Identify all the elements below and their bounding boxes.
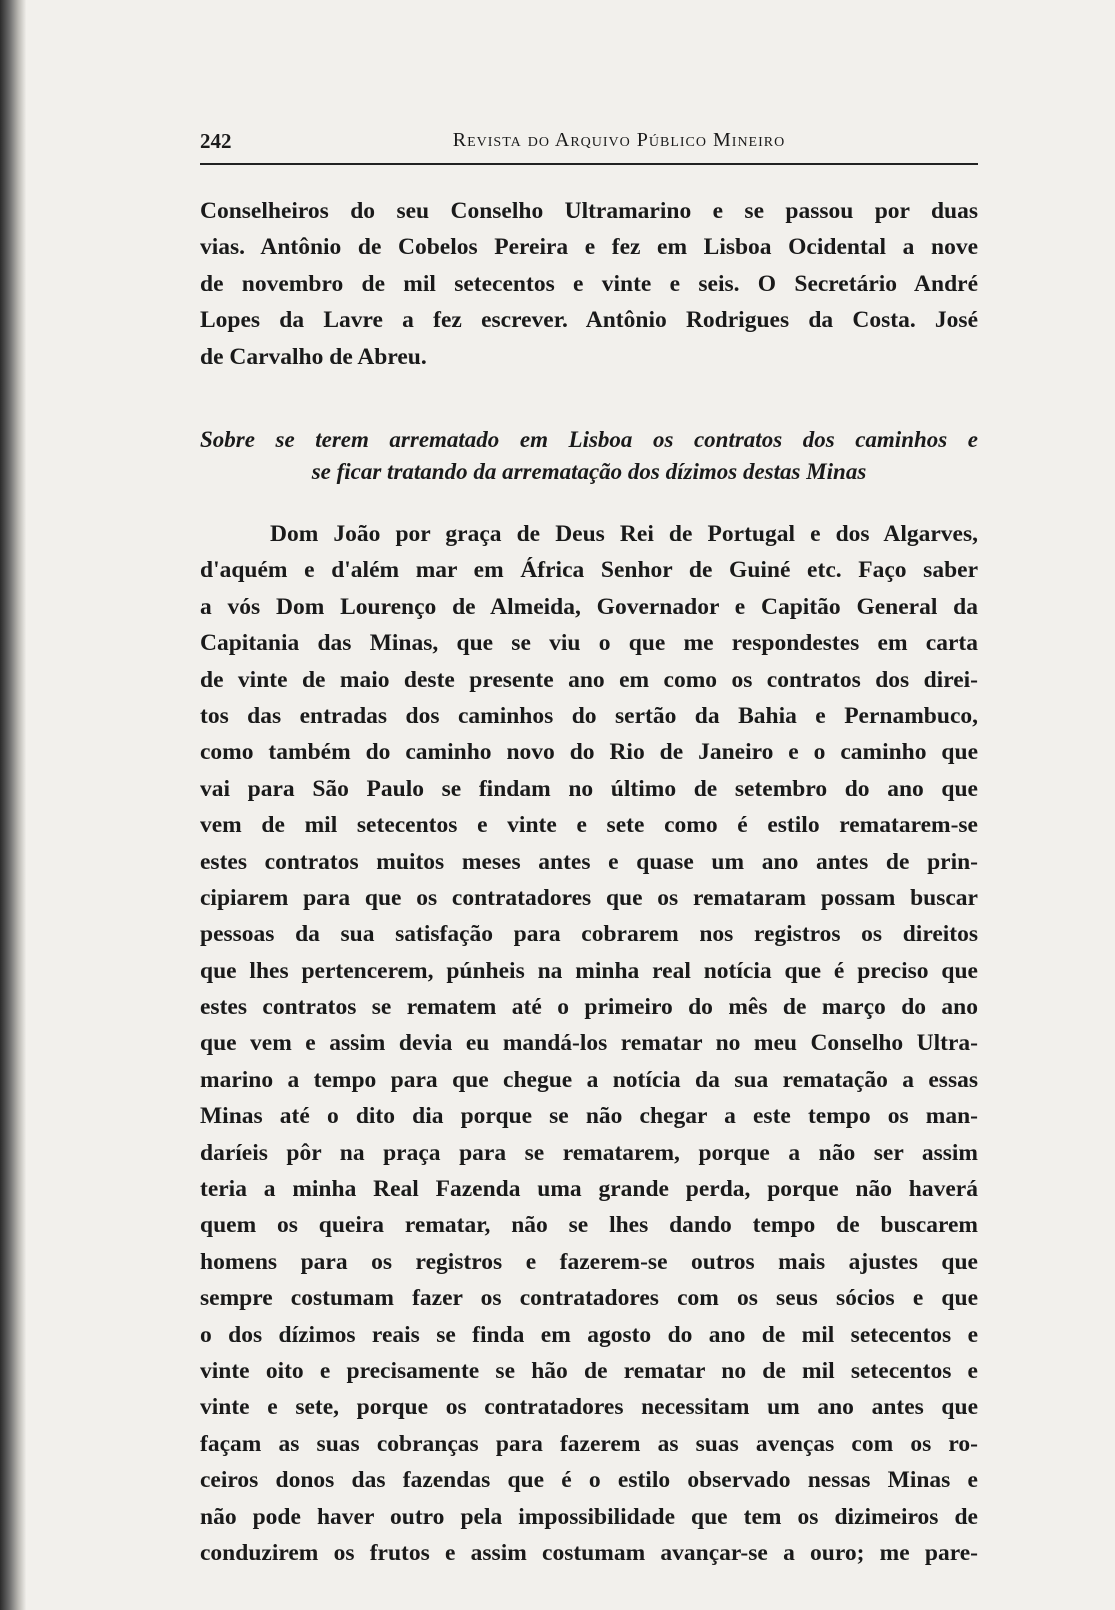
text-line: marino a tempo para que chegue a notícia da sua rematação a essas (200, 1066, 978, 1093)
text-line: a vós Dom Lourenço de Almeida, Governador e Capitão General da (200, 593, 978, 620)
text-line: Capitania das Minas, que se viu o que me respondestes em carta (200, 630, 978, 657)
text-line: que lhes pertencerem, púnheis na minha real notícia que é preciso que (200, 957, 978, 984)
text-line: ceiros donos das fazendas que é o estilo observado nessas Minas e (200, 1467, 978, 1494)
text-line: d'aquém e d'além mar em África Senhor de Guiné etc. Faço saber (200, 557, 978, 584)
text-line: cipiarem para que os contratadores que os remataram possam buscar (200, 884, 978, 911)
text-line: Dom João por graça de Deus Rei de Portugal e dos Algarves, (270, 521, 978, 547)
text-line: quem os queira rematar, não se lhes dando tempo de buscarem (200, 1212, 978, 1239)
text-line: sempre costumam fazer os contratadores com os seus sócios e que (200, 1285, 978, 1312)
text-line: Minas até o dito dia porque se não chegar a este tempo os man- (200, 1103, 978, 1130)
text-line: pessoas da sua satisfação para cobrarem nos registros os direitos (200, 921, 978, 948)
text-line: teria a minha Real Fazenda uma grande perda, porque não haverá (200, 1176, 978, 1203)
text-line: não pode haver outro pela impossibilidade que tem os dizimeiros de (200, 1503, 978, 1530)
section-heading-line: Sobre se terem arrematado em Lisboa os contratos dos caminhos e (200, 427, 978, 452)
text-line: estes contratos muitos meses antes e quase um ano antes de prin- (200, 848, 978, 875)
journal-title: Revista do Arquivo Público Mineiro (452, 129, 786, 151)
paragraph-royal-letter (200, 516, 978, 1571)
text-line: vinte e sete, porque os contratadores necessitam um ano antes que (200, 1394, 978, 1421)
page-number: 242 (200, 129, 232, 153)
text-line: de novembro de mil setecentos e vinte e seis. O Secretário André (200, 270, 978, 297)
text-line: como também do caminho novo do Rio de Janeiro e o caminho que (200, 739, 978, 766)
text-line: homens para os registros e fazerem-se outros mais ajustes que (200, 1248, 978, 1275)
section-heading-line: se ficar tratando da arrematação dos dízimos destas Minas (311, 459, 867, 484)
text-line: que vem e assim devia eu mandá-los rematar no meu Conselho Ultra- (200, 1030, 978, 1057)
book-spine-shadow (0, 0, 26, 1610)
running-header (200, 129, 978, 165)
text-line: de vinte de maio deste presente ano em como os contratos dos direi- (200, 666, 978, 693)
text-line: conduzirem os frutos e assim costumam avançar-se a ouro; me pare- (200, 1539, 978, 1566)
text-line: Conselheiros do seu Conselho Ultramarino e se passou por duas (200, 198, 978, 224)
text-line: de Carvalho de Abreu. (200, 343, 427, 370)
text-line: vem de mil setecentos e vinte e sete como é estilo rematarem-se (200, 812, 978, 839)
text-line: vai para São Paulo se findam no último de setembro do ano que (200, 775, 978, 802)
text-line: vinte oito e precisamente se hão de rematar no de mil setecentos e (200, 1357, 978, 1384)
text-line: estes contratos se rematem até o primeiro do mês de março do ano (200, 994, 978, 1021)
paragraph-closing-signatures (200, 193, 978, 375)
document-page (200, 0, 978, 1610)
text-line: vias. Antônio de Cobelos Pereira e fez em Lisboa Ocidental a nove (200, 234, 978, 261)
text-line: façam as suas cobranças para fazerem as suas avenças com os ro- (200, 1430, 978, 1457)
text-line: o dos dízimos reais se finda em agosto do ano de mil setecentos e (200, 1321, 978, 1348)
section-heading (200, 424, 978, 488)
text-line: tos das entradas dos caminhos do sertão da Bahia e Pernambuco, (200, 702, 978, 729)
text-line: Lopes da Lavre a fez escrever. Antônio Rodrigues da Costa. José (200, 307, 978, 334)
text-line: daríeis pôr na praça para se rematarem, porque a não ser assim (200, 1139, 978, 1166)
